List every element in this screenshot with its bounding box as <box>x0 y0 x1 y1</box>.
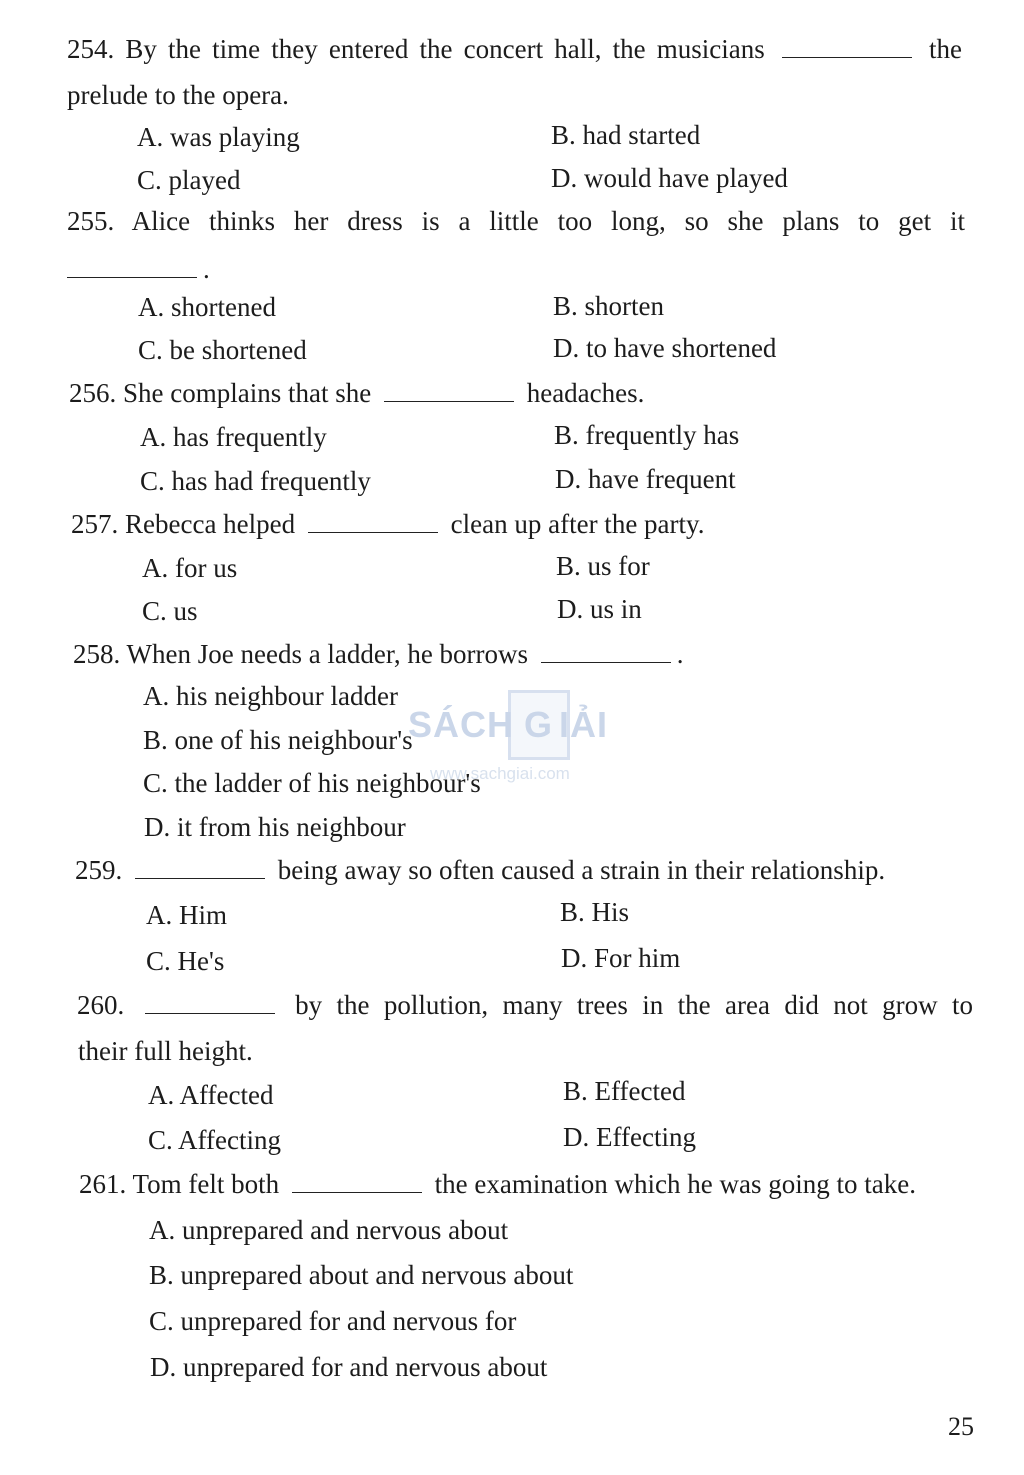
stem-text: being away so often caused a strain in their relationship. <box>277 855 886 885</box>
stem-text: Tom felt both <box>132 1169 280 1199</box>
answer-blank <box>67 257 197 278</box>
option-b: B. His <box>560 897 630 927</box>
option-c: C. played <box>137 165 241 195</box>
option-d: D. to have shortened <box>553 333 777 363</box>
option-a: A. for us <box>142 553 238 583</box>
question-number: 256. <box>69 378 117 408</box>
option-c: C. has had frequently <box>140 466 371 496</box>
option-a: A. unprepared and nervous about <box>149 1215 509 1245</box>
question-254-stem <box>67 36 962 63</box>
question-257-stem <box>71 511 705 538</box>
question-258-stem <box>73 641 684 668</box>
question-259-stem <box>75 857 885 884</box>
question-255-stem-line2 <box>67 256 210 283</box>
option-c: C. the ladder of his neighbour's <box>143 768 481 798</box>
stem-text: headaches. <box>526 378 645 408</box>
stem-text: Rebecca helped <box>125 509 296 539</box>
answer-blank <box>145 993 275 1014</box>
stem-text: by the pollution, many trees in the area did not grow to <box>295 990 974 1020</box>
question-260-stem-line2: their full height. <box>78 1036 253 1066</box>
option-d: D. it from his neighbour <box>144 812 406 842</box>
question-254-stem-line2: prelude to the opera. <box>67 80 289 110</box>
option-b: B. unprepared about and nervous about <box>149 1260 574 1290</box>
answer-blank <box>384 381 514 402</box>
question-number: 261. <box>79 1169 127 1199</box>
stem-text: the <box>929 34 962 64</box>
option-b: B. had started <box>551 120 701 150</box>
option-d: D. Effecting <box>563 1122 696 1152</box>
option-b: B. us for <box>556 551 650 581</box>
option-d: D. us in <box>557 594 642 624</box>
watermark-text: G <box>524 704 554 745</box>
option-c: C. us <box>142 596 198 626</box>
question-number: 258. <box>73 639 121 669</box>
option-a: A. Him <box>146 900 227 930</box>
stem-text: . <box>676 639 684 669</box>
answer-blank <box>135 858 265 879</box>
question-256-stem <box>69 380 644 407</box>
option-b: B. Effected <box>563 1076 686 1106</box>
answer-blank <box>541 642 671 663</box>
stem-text: By the time they entered the concert hall, the musicians <box>125 34 765 64</box>
watermark-text: IẢI <box>559 704 609 745</box>
question-261-stem <box>79 1171 916 1198</box>
option-c: C. be shortened <box>138 335 307 365</box>
option-a: A. has frequently <box>140 422 327 452</box>
page-number: 25 <box>948 1412 974 1441</box>
question-number: 259. <box>75 855 123 885</box>
option-b: B. frequently has <box>554 420 740 450</box>
watermark <box>408 688 618 788</box>
question-number: 260. <box>77 990 125 1020</box>
option-a: A. was playing <box>137 122 300 152</box>
watermark-text: SÁCH <box>408 704 515 745</box>
answer-blank <box>782 37 912 58</box>
option-c: C. He's <box>146 946 225 976</box>
stem-text: Alice thinks her dress is a little too long, so she plans to get it <box>131 206 965 236</box>
question-number: 257. <box>71 509 119 539</box>
option-a: A. Affected <box>148 1080 274 1110</box>
question-number: 254. <box>67 34 115 64</box>
answer-blank <box>292 1172 422 1193</box>
option-d: D. unprepared for and nervous about <box>150 1352 548 1382</box>
option-d: D. have frequent <box>555 464 736 494</box>
answer-blank <box>308 512 438 533</box>
stem-text: clean up after the party. <box>450 509 705 539</box>
option-a: A. shortened <box>138 292 276 322</box>
option-b: B. shorten <box>553 291 664 321</box>
question-260-stem <box>77 992 973 1019</box>
stem-text: . <box>203 254 210 284</box>
option-a: A. his neighbour ladder <box>143 681 398 711</box>
stem-text: When Joe needs a ladder, he borrows <box>126 639 529 669</box>
option-c: C. unprepared for and nervous for <box>149 1306 517 1336</box>
stem-text: the examination which he was going to take. <box>434 1169 916 1199</box>
option-b: B. one of his neighbour's <box>143 725 413 755</box>
question-255-stem <box>67 208 965 235</box>
option-d: D. would have played <box>551 163 788 193</box>
stem-text: She complains that she <box>123 378 372 408</box>
question-number: 255. <box>67 206 115 236</box>
option-d: D. For him <box>561 943 681 973</box>
watermark-url: www.sachgiai.com <box>430 764 570 783</box>
option-c: C. Affecting <box>148 1125 281 1155</box>
